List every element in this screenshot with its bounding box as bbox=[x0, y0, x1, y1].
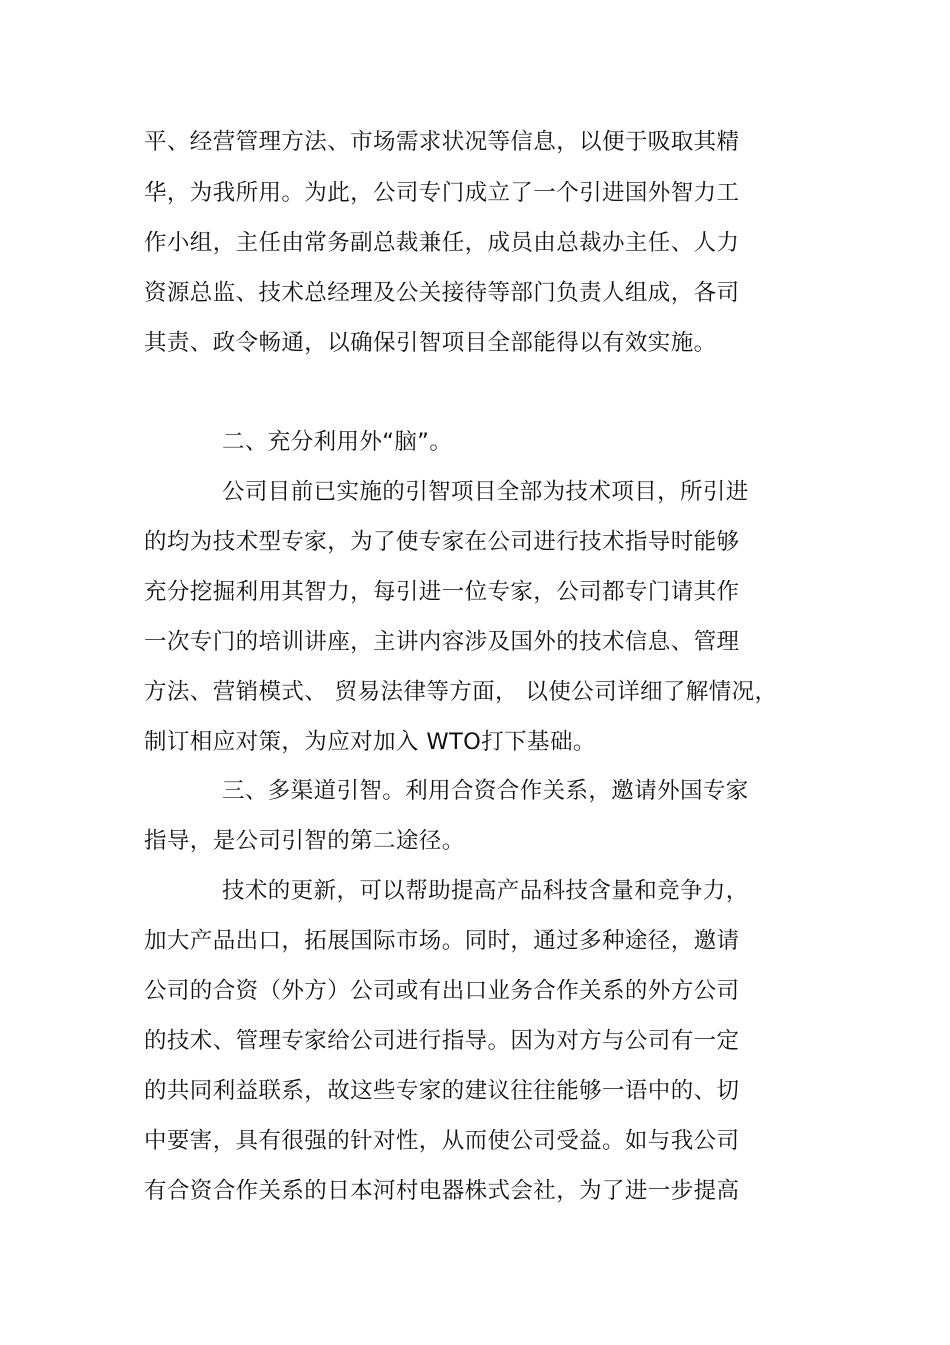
text-line: 其责、政令畅通，以确保引智项目全部能得以有效实施。 bbox=[144, 330, 717, 356]
text-line: 方法、营销模式、 贸易法律等方面， 以使公司详细了解情况， bbox=[144, 679, 778, 705]
text-line: 加大产品出口，拓展国际市场。同时，通过多种途径，邀请 bbox=[144, 928, 740, 954]
text-line: 的共同利益联系，故这些专家的建议往往能够一语中的、切 bbox=[144, 1078, 740, 1104]
text-line: 技术的更新，可以帮助提高产品科技含量和竞争力， bbox=[222, 878, 749, 904]
text-line: 充分挖掘利用其智力，每引进一位专家，公司都专门请其作 bbox=[144, 579, 740, 605]
text-line: 中要害，具有很强的针对性，从而使公司受益。如与我公司 bbox=[144, 1128, 740, 1154]
text-line: 制订相应对策，为应对加入 WTO打下基础。 bbox=[144, 729, 596, 755]
text-line: 一次专门的培训讲座，主讲内容涉及国外的技术信息、管理 bbox=[144, 629, 740, 655]
text-line: 有合资合作关系的日本河村电器株式会社，为了进一步提高 bbox=[144, 1178, 740, 1204]
text-line: 公司的合资（外方）公司或有出口业务合作关系的外方公司 bbox=[144, 978, 740, 1004]
section-heading: 三、多渠道引智。利用合资合作关系，邀请外国专家 bbox=[222, 778, 749, 804]
text-line: 的技术、管理专家给公司进行指导。因为对方与公司有一定 bbox=[144, 1028, 740, 1054]
section-heading: 二、充分利用外“脑”。 bbox=[222, 429, 453, 455]
text-line: 的均为技术型专家，为了使专家在公司进行技术指导时能够 bbox=[144, 529, 740, 555]
text-line: 作小组，主任由常务副总裁兼任，成员由总裁办主任、人力 bbox=[144, 230, 740, 256]
text-line: 平、经营管理方法、市场需求状况等信息，以便于吸取其精 bbox=[144, 129, 740, 155]
text-line: 华，为我所用。为此，公司专门成立了一个引进国外智力工 bbox=[144, 180, 740, 206]
text-line: 指导，是公司引智的第二途径。 bbox=[144, 828, 465, 854]
text-line: 公司目前已实施的引智项目全部为技术项目，所引进 bbox=[222, 479, 749, 505]
text-line: 资源总监、技术总经理及公关接待等部门负责人组成，各司 bbox=[144, 280, 740, 306]
